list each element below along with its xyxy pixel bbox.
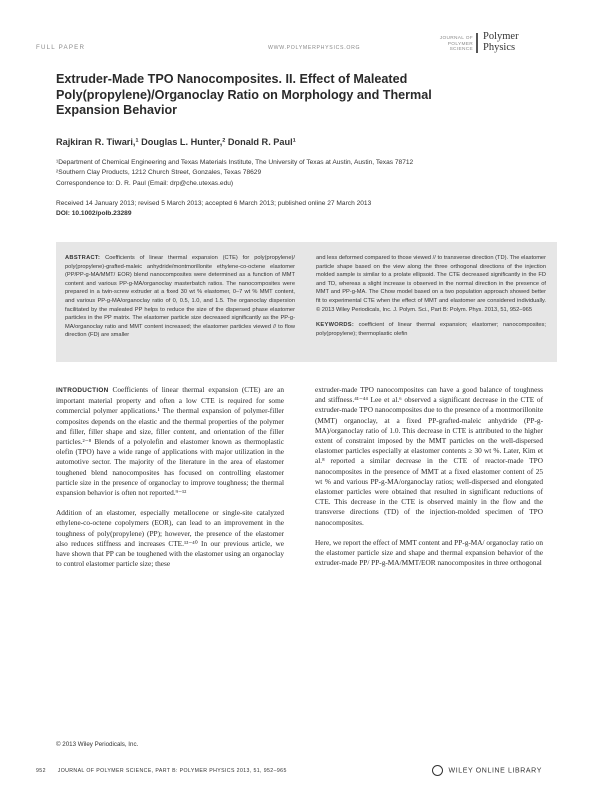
wiley-logo-icon (432, 765, 443, 776)
section-label: FULL PAPER (36, 44, 86, 51)
publication-history (56, 199, 556, 220)
intro-heading: INTRODUCTION (56, 387, 109, 394)
logo-line1: Polymer (483, 31, 519, 42)
abstract-text-right: and less deformed compared to those viewed // to transverse direction (TD). The elastomer particle shape based on the view along the three orthogonal directions of the injection molded sample is similar to a prolate ellipsoid. The CTE decreased significantly in the FD and TD, whereas a slight increase is observed in the normal direction in the presence of MMT and PP-g-MA. The Chow model based on a two population approach showed better fit to experimental CTE when the effect of MMT and elastomer are considered individually. © 2013 Wiley Periodicals, Inc. J. Polym. Sci., Part B: Polym. Phys. 2013, 51, 952–965 (316, 255, 546, 313)
affiliation-2: ²Southern Clay Products, 1212 Church Street, Gonzales, Texas 78629 (56, 169, 262, 177)
body-left-column (56, 385, 284, 579)
paper-title: Extruder-Made TPO Nanocomposites. II. Effect of Maleated Poly(propylene)/Organoclay Ratio on Morphology and Thermal Expansion Behavior (56, 72, 432, 118)
doi[interactable]: DOI: 10.1002/polb.23289 (56, 210, 132, 218)
journal-name (425, 36, 473, 53)
dates-line: Received 14 January 2013; revised 5 March 2013; accepted 6 March 2013; published online 27 March 2013 (56, 200, 372, 207)
affiliation-1: ¹Department of Chemical Engineering and Texas Materials Institute, The University of Texas at Austin, Austin, Texas 78712 (56, 159, 414, 166)
page-number: 952 (36, 768, 46, 774)
footer-citation: JOURNAL OF POLYMER SCIENCE, PART B: POLYMER PHYSICS 2013, 51, 952–965 (57, 768, 287, 774)
keywords (316, 321, 546, 338)
author-list: Rajkiran R. Tiwari,¹ Douglas L. Hunter,² Donald R. Paul¹ (56, 137, 296, 147)
logo-line2: Physics (483, 42, 516, 53)
abstract-box (56, 242, 557, 362)
intro-paragraph-4: Here, we report the effect of MMT content and PP-g-MA/ organoclay ratio on the elastomer particle size and shape and thermal expansion behavior of the extruder-made PP/ PP-g-MA/MMT/EOR nanocomposites in three orthogonal (315, 537, 543, 568)
abstract-text-left: Coefficients of linear thermal expansion (CTE) for poly(propylene)/ poly(propylene)-grafted-maleic anhydride/montmorillonite ethylene-co-octene elastomer (PP/PP-g-MA/MMT/ EOR) blend nanocomposites were determined as a function of MMT content and various PP-g-MA/organoclay masterbatch ratios. The nanocomposites were prepared in a twin-screw extruder at a fixed 30 wt % elastomer, 0–7 wt % MMT content, and various PP-g-MA/organoclay ratio of 0, 0.5, 1.0, and 1.5. The organoclay dispersion facilitated by the maleated PP helps to reduce the size of the dispersed phase elastomer particles in the PP matrix. The elastomer particle size decreased significantly as the PP-g-MA/organoclay ratio and MMT content increased; the elastomer particles viewed // to flow direction (FD) are smaller (65, 255, 295, 339)
journal-name-line1: JOURNAL OF (439, 36, 473, 41)
publisher-name: WILEY ONLINE LIBRARY (448, 767, 542, 775)
wiley-online-library-link[interactable] (432, 765, 542, 776)
correspondence: Correspondence to: D. R. Paul (Email: drp@che.utexas.edu) (56, 179, 234, 187)
journal-logo (476, 30, 556, 58)
logo-rule (476, 33, 478, 53)
abstract-label: ABSTRACT: (65, 255, 101, 261)
abstract-left-column (65, 254, 295, 340)
intro-paragraph-2: Addition of an elastomer, especially metallocene or single-site catalyzed ethylene-co-octene copolymers (EOR), can lead to an improvement in the toughness of poly(propylene) (PP); however, the presence of the elastomer also reduces stiffness and increases CTE.¹³⁻⁴⁰ In our previous article, we have shown that PP can be toughened with the elastomer using an organoclay to control elastomer particle size; these (56, 508, 284, 569)
journal-name-line2: POLYMER SCIENCE (447, 41, 473, 53)
journal-website[interactable]: WWW.POLYMERPHYSICS.ORG (268, 45, 361, 51)
affiliations (56, 158, 556, 189)
intro-paragraph-1-text: Coefficients of linear thermal expansion (CTE) are an important material property and often a low CTE is required for some commercial polymer applications.¹ The thermal expansion of polymer-filler composites depends on the elastic and the thermal properties of the polymer and filler, filler shape and size, filler content, and orientation of the filler particles.²⁻⁸ Blends of a polyolefin and elastomer known as thermoplastic olefin (TPO) have a wide range of applications with major utilization in the automotive sector. The majority of the literature in the area of elastomer toughened blend nanocomposites has focused on controlling elastomer particle size in the presence of organoclay to improve toughness; the thermal expansion behavior is often not reported.⁹⁻¹² (56, 385, 284, 498)
page-footer (36, 768, 287, 774)
keywords-text: coefficient of linear thermal expansion; elastomer; nanocomposites; poly(propylene); thermoplastic olefin (316, 322, 546, 337)
body-right-column (315, 385, 543, 578)
intro-paragraph-1 (56, 385, 284, 498)
keywords-label: KEYWORDS: (316, 322, 355, 329)
abstract-right-column (316, 254, 546, 338)
intro-paragraph-3: extruder-made TPO nanocomposites can have a good balance of toughness and stiffness.⁴¹⁻⁴⁴ Lee et al.⁶ observed a significant decrease in the CTE of extruder-made TPO nanocomposites due to the presence of a montmorillonite (MMT) organoclay, at a fixed PP-grafted-maleic anhydride (PP-g-MA)/organoclay ratio of 1.0. This decrease in CTE is attributed to the higher extent of constraint imposed by the MMT particles on the well-dispersed elastomer particles especially at elastomer contents ≥ 30 wt %. Later, Kim et al.⁸ reported a similar decrease in the CTE of reactor-made TPO nanocomposites in the presence of MMT at a fixed elastomer content of 25 wt % and various PP-g-MA/organoclay ratios; well-dispersed and elongated elastomer particles were obtained that resulted in significant reductions of CTE. This decrease in the CTE is observed mainly in the flow and the transverse directions (TD) of the injection-molded specimen of TPO nanocomposites. (315, 385, 543, 527)
copyright-notice: © 2013 Wiley Periodicals, Inc. (56, 741, 139, 748)
